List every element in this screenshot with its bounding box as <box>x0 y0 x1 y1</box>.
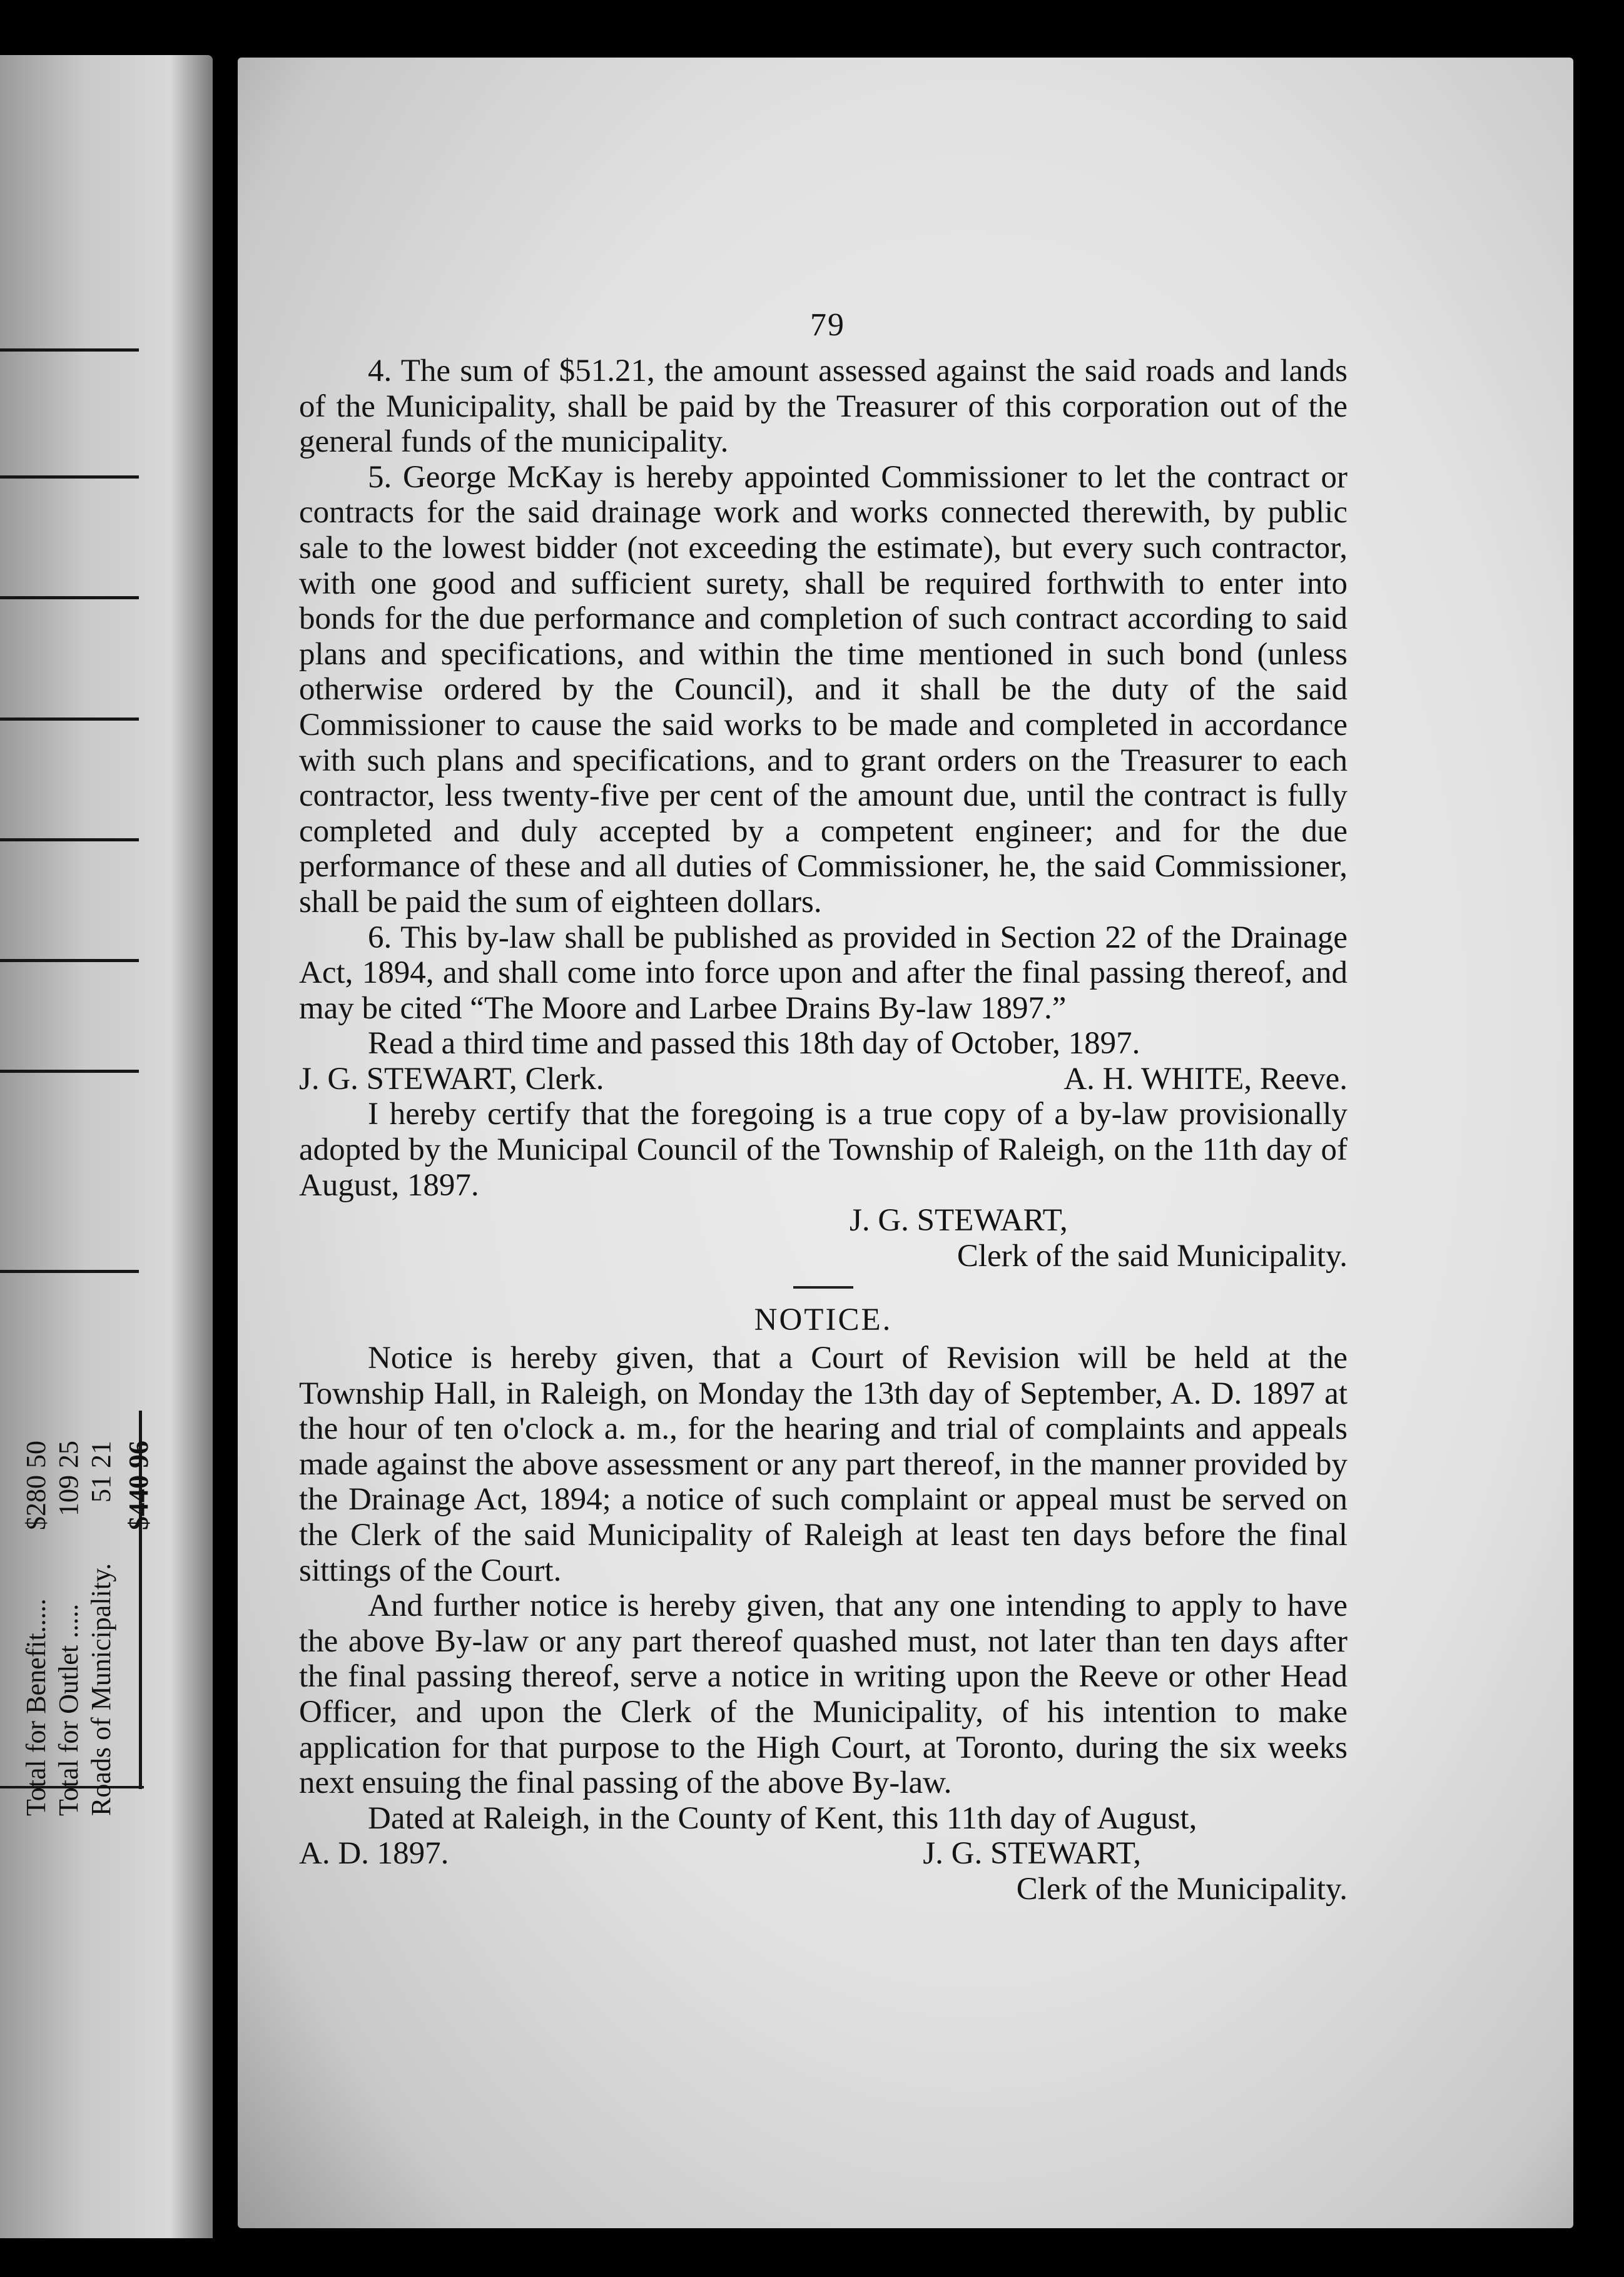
notice-paragraph-2: And further notice is hereby given, that any one intending to apply to have the above By-law or any part thereof quashed must, not later than ten days after the final passing thereof, serve a notice in writing upon the Reeve or other Head Officer, and upon the Clerk of the Municipality, of his intention to make application for that purpose to the High Court, at Toronto, during the six weeks next ensuing the final passing of the above By-law. <box>299 1588 1347 1801</box>
totals-grand-amount: $440 96 <box>123 1441 154 1530</box>
left-page-rule <box>0 348 139 352</box>
left-page-rule <box>0 959 139 962</box>
left-page-rule <box>0 475 139 479</box>
notice-signature-row <box>299 1836 1347 1872</box>
notice-dated-line: Dated at Raleigh, in the County of Kent, this 11th day of August, <box>368 1800 1197 1836</box>
page-number: 79 <box>810 307 845 343</box>
left-page-rule <box>0 838 139 841</box>
certification-signature-name: J. G. STEWART, <box>850 1203 1068 1239</box>
totals-row <box>20 1441 53 1816</box>
bylaw-signatures <box>299 1062 1347 1097</box>
notice-heading: NOTICE. <box>754 1302 893 1338</box>
third-reading-line: Read a third time and passed this 18th day of October, 1897. <box>368 1026 1140 1062</box>
notice-paragraph-1: Notice is hereby given, that a Court of Revision will be held at the Township Hall, in Raleigh, on Monday the 13th day of September, A. D. 1897 at the hour of ten o'clock a. m., for the hearing and trial of complaints and appeals made against the above assessment or any part thereof, in the manner provided by the Drainage Act, 1894; a notice of such complaint or appeal must be served on the Clerk of the said Municipality of Raleigh at least ten days before the final sittings of the Court. <box>299 1341 1347 1588</box>
left-page-rule <box>0 1070 139 1073</box>
reeve-signature: A. H. WHITE, Reeve. <box>1063 1061 1347 1097</box>
bylaw-paragraph-4: 4. The sum of $51.21, the amount assessed against the said roads and lands of the Municipality, shall be paid by the Treasurer of this corporation out of the general funds of the municipality. <box>299 353 1347 460</box>
section-divider <box>793 1286 853 1289</box>
notice-dated-year: A. D. 1897. <box>299 1836 449 1872</box>
totals-row <box>85 1441 118 1816</box>
totals-amount: $280 50 <box>21 1441 51 1530</box>
totals-amount: 109 25 <box>53 1441 84 1516</box>
left-page-rule <box>0 718 139 721</box>
certification-signature-title: Clerk of the said Municipality. <box>957 1238 1347 1274</box>
notice-signature-title: Clerk of the Municipality. <box>1016 1871 1347 1907</box>
clerk-signature: J. G. STEWART, Clerk. <box>299 1061 604 1097</box>
notice-signature-name: J. G. STEWART, <box>923 1836 1141 1872</box>
totals-label: Total for Benefit..... <box>21 1598 51 1816</box>
bylaw-paragraph-5: 5. George McKay is hereby appointed Commissioner to let the contract or contracts for the said drainage work and works connected therewith, by public sale to the lowest bidder (not exceeding the estimate), but every such contractor, with one good and sufficient surety, shall be required forthwith to enter into bonds for the due performance and completion of such contract according to said plans and specifications, and within the time mentioned in such bond (unless otherwise ordered by the Council), and it shall be the duty of the said Commissioner to cause the said works to be made and completed in accordance with such plans and specifications, and to grant orders on the Treasurer to each contractor, less twenty-five per cent of the amount due, until the contract is fully completed and duly accepted by a competent engineer; and for the due performance of these and all duties of Commissioner, he, the said Commissioner, shall be paid the sum of eighteen dollars. <box>299 459 1347 920</box>
totals-amount: 51 21 <box>86 1441 116 1503</box>
totals-row <box>53 1441 85 1816</box>
bylaw-paragraph-6: 6. This by-law shall be published as provided in Section 22 of the Drainage Act, 1894, and shall come into force upon and after the final passing thereof, and may be cited “The Moore and Larbee Drains By-law 1897.” <box>299 920 1347 1026</box>
totals-label: Roads of Municipality. <box>86 1563 116 1816</box>
totals-grand-total <box>123 1441 155 1816</box>
left-page-rule <box>0 1270 139 1273</box>
previous-page-edge <box>0 55 213 2238</box>
left-page-totals <box>20 1441 155 1816</box>
page-body <box>299 353 1347 1907</box>
totals-label: Total for Outlet ..... <box>53 1603 84 1816</box>
certification-paragraph: I hereby certify that the foregoing is a true copy of a by-law provisionally adopted by the Municipal Council of the Township of Raleigh, on the 11th day of August, 1897. <box>299 1097 1347 1203</box>
left-page-rule <box>0 596 139 599</box>
